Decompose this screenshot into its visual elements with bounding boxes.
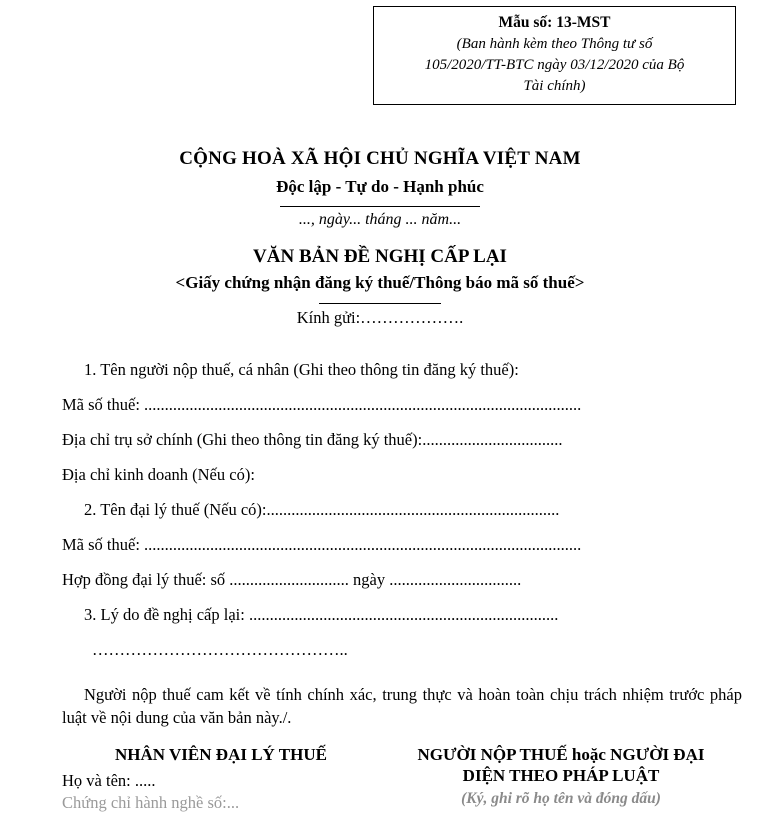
form-code-box: [373, 6, 736, 105]
taxpayer-heading-line-1: NGƯỜI NỘP THUẾ hoặc NGƯỜI ĐẠI: [417, 745, 705, 764]
document-title-block: [0, 246, 760, 328]
page-title: VĂN BẢN ĐỀ NGHỊ CẤP LẠI: [253, 246, 507, 267]
country-motto: Độc lập - Tự do - Hạnh phúc: [276, 177, 484, 196]
divider-rule-1: [280, 206, 480, 207]
agent-name-line: Họ và tên: .....: [62, 771, 156, 791]
body-item-1: 1. Tên người nộp thuế, cá nhân (Ghi theo thông tin đăng ký thuế):: [84, 362, 519, 379]
body-item-3-continuation: ………………………………………..: [92, 642, 348, 659]
agent-certificate-line: Chứng chỉ hành nghề số:...: [62, 793, 240, 813]
form-note-line-1: (Ban hành kèm theo Thông tư số: [456, 35, 653, 52]
body-commitment: Người nộp thuế cam kết về tính chính xác, trung thực và hoàn toàn chịu trách nhiệm trước pháp luật về nội dung của văn bản này./.: [62, 685, 742, 728]
dateline: ..., ngày... tháng ... năm...: [298, 211, 462, 228]
body-address-business: Địa chỉ kinh doanh (Nếu có):: [62, 467, 255, 484]
agent-heading: NHÂN VIÊN ĐẠI LÝ THUẾ: [115, 745, 327, 764]
country-name: CỘNG HOÀ XÃ HỘI CHỦ NGHĨA VIỆT NAM: [179, 148, 581, 169]
body-tax-code-1: Mã số thuế: ..........................................................................................................: [62, 397, 582, 414]
signature-block: [62, 744, 742, 813]
form-note-line-3: Tài chính): [523, 78, 586, 95]
taxpayer-heading-line-2: DIỆN THEO PHÁP LUẬT: [462, 766, 660, 786]
form-code-line: [382, 13, 727, 33]
taxpayer-sign-note: (Ký, ghi rõ họ tên và đóng dấu): [461, 789, 661, 807]
divider-rule-2: [319, 303, 441, 304]
form-code-value: 13-MST: [556, 14, 611, 31]
body-item-3: 3. Lý do đề nghị cấp lại: ...........................................................................: [84, 607, 559, 624]
body-address-main: Địa chỉ trụ sở chính (Ghi theo thông tin đăng ký thuế):..................................: [62, 432, 563, 449]
document-body: [62, 362, 742, 730]
signature-col-taxpayer: [380, 744, 742, 813]
signature-col-agent: [62, 744, 380, 813]
form-code-label: Mẫu số:: [498, 14, 553, 31]
body-contract: Hợp đồng đại lý thuế: số ............................. ngày ................................: [62, 572, 522, 589]
recipient-line: Kính gửi:……………….: [296, 308, 464, 327]
form-note-line-2: 105/2020/TT-BTC ngày 03/12/2020 của Bộ: [424, 57, 685, 74]
body-tax-code-2: Mã số thuế: ..........................................................................................................: [62, 537, 582, 554]
national-heading: [0, 148, 760, 229]
body-item-2: 2. Tên đại lý thuế (Nếu có):.......................................................................: [84, 502, 560, 519]
page-subtitle: <Giấy chứng nhận đăng ký thuế/Thông báo mã số thuế>: [175, 273, 585, 292]
